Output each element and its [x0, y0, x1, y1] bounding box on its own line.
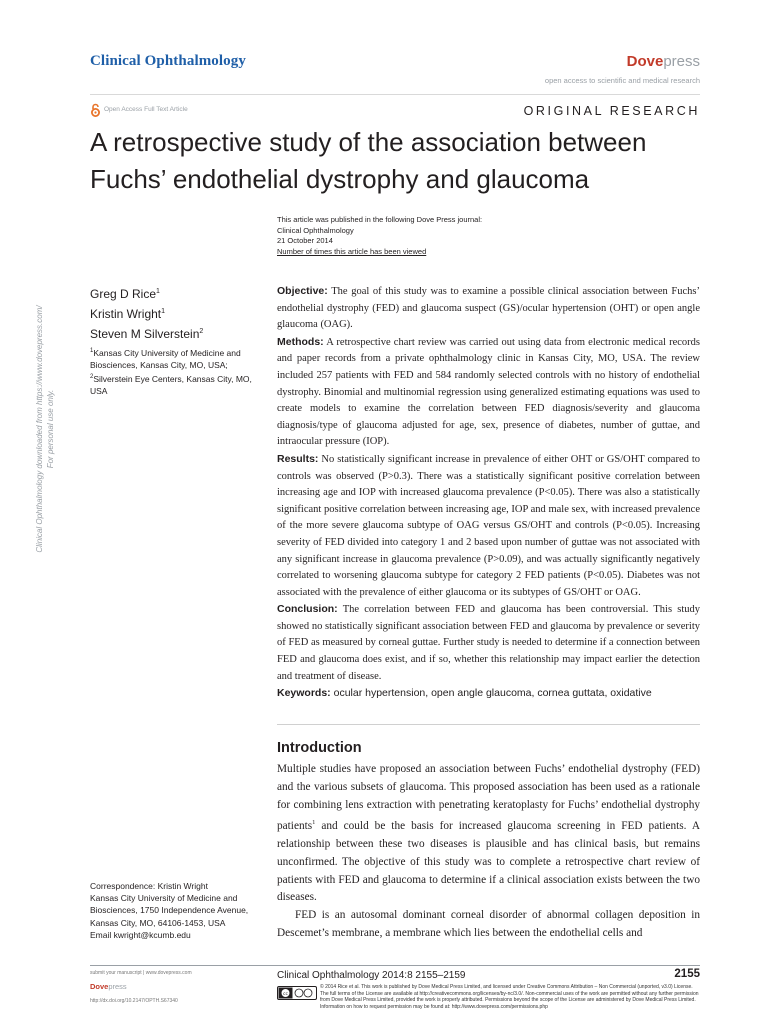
abstract-section-label: Keywords: — [277, 687, 331, 700]
affiliation-marker: 1 — [90, 348, 94, 354]
svg-text:cc: cc — [283, 992, 288, 997]
correspondence-block — [90, 880, 270, 941]
introduction-paragraph: FED is an autosomal dominant corneal disorder of abnormal collagen deposition in Descemet’s membrane, a membrane which lies between the endothelial cells and — [277, 909, 700, 939]
dovepress-tagline: open access to scientific and medical research — [544, 76, 700, 85]
abstract-section-text: A retrospective chart review was carried out using data from electronic medical records and paper records from a private ophthalmology clinic in Kansas City, MO, USA. The review included 257 patients with FED and 584 randomly selected controls with no history of endothelial dystrophy. Binomial and multinomial regression using generalized estimating equations was used to create models to examine the correlation between FED diagnosis/severity and glaucoma diagnosis/type of glaucoma adjusted for age, sex, presence of diabetes, number of guttae, and intraocular pressure (IOP). — [277, 336, 700, 448]
abstract-objective — [277, 283, 700, 334]
correspondence-line: Kansas City University of Medicine and — [90, 893, 238, 904]
abstract-divider — [277, 724, 700, 725]
author-affiliation-marker: 1 — [161, 308, 166, 315]
logo-press-text: press — [663, 53, 700, 70]
abstract-section-text: The correlation between FED and glaucoma has been controversial. This study showed no statistically significant association between FED and glaucoma by prevalence or severity of FED as measured by corneal guttae. Further study is needed to determine if a connection between FED and glaucoma does exist, and if so, whether this relationship may impact earlier the detection and treatment of disease. — [277, 604, 700, 682]
author-list — [90, 283, 203, 343]
author-name — [90, 283, 203, 303]
license-text: © 2014 Rice et al. This work is published by Dove Medical Press Limited, and licensed under Creative Commons Attribution – Non Commercial (unported, v3.0) License. The full terms of the License are available at http://creativecommons.org/licenses/by-nc/3.0/. Non-commercial uses of the work are permitted without any further permission from Dove Medical Press Limited, provided the work is properly attributed. Permissions beyond the scope of the License are administered by Dove Medical Press Limited. Information on how to request permission may be found at: http://www.dovepress.com/permissions.php — [320, 984, 699, 1010]
correspondence-line: Biosciences, 1750 Independence Avenue, — [90, 905, 249, 916]
publication-note-date: 21 October 2014 — [277, 236, 333, 245]
publication-note-journal: Clinical Ophthalmology — [277, 225, 354, 235]
logo-dove-text: Dove — [626, 53, 664, 70]
download-side-note — [34, 249, 56, 609]
logo-press-text: press — [108, 982, 127, 991]
correspondence-email[interactable]: Email kwright@kcumb.edu — [90, 929, 191, 940]
page-number: 2155 — [674, 968, 700, 980]
article-type-label: ORIGINAL RESEARCH — [523, 104, 700, 118]
correspondence-line: Kansas City, MO, 64106-1453, USA — [90, 917, 226, 928]
journal-citation: Clinical Ophthalmology 2014:8 2155–2159 — [277, 970, 466, 981]
author-name — [90, 323, 203, 343]
publication-note — [277, 215, 577, 257]
correspondence-label: Correspondence: Kristin Wright — [90, 881, 208, 891]
creative-commons-icon — [277, 986, 317, 1000]
abstract-conclusion — [277, 601, 700, 685]
doi-link[interactable]: http://dx.doi.org/10.2147/OPTH.S67340 — [90, 998, 178, 1004]
footer-dovepress-logo — [90, 982, 127, 991]
abstract-keywords — [277, 685, 700, 703]
author-name-text: Kristin Wright — [90, 307, 162, 321]
citation-marker[interactable]: 1 — [312, 819, 316, 827]
introduction-paragraph — [277, 761, 700, 907]
abstract-methods — [277, 334, 700, 451]
introduction-heading: Introduction — [277, 740, 362, 756]
affiliation-marker: 2 — [90, 373, 94, 380]
abstract-section-label: Methods: — [277, 335, 324, 348]
open-access-label: Open Access Full Text Article — [104, 106, 188, 113]
submit-manuscript-link[interactable]: submit your manuscript | www.dovepress.com — [90, 970, 192, 976]
abstract-results — [277, 451, 700, 601]
publication-note-line: This article was published in the following Dove Press journal: — [277, 215, 483, 224]
side-note-line1: Clinical Ophthalmology downloaded from https://www.dovepress.com/ — [35, 305, 44, 553]
author-name-text: Steven M Silverstein — [90, 327, 200, 341]
abstract-section-label: Objective: — [277, 285, 328, 297]
abstract-section-text: No statistically significant increase in prevalence of either OHT or GS/OHT compared to controls was observed (P>0.3). There was a statistically significant positive correlation between increasing age and IOP with increased glaucoma prevalence (P<0.05). There was also a statistically significant positive correlation between increasing age, IOP and male sex, with increased prevalence of the more severe glaucoma subtype of OAG versus GS/OHT and controls (P<0.05). Increasing severity of FED divided into category 1 and 2 based upon number of guttae was not associated with any significant increase in glaucoma prevalence (P>0.09), and was actually significantly negatively correlated to worsening glaucoma subtype for category 2 FED patients (P<0.05). Diabetes was not associated with the prevalence of either glaucoma or its subtypes of GS/OHT or OAG. — [277, 453, 700, 598]
side-note-line2: For personal use only. — [46, 389, 55, 469]
abstract-section-label: Results: — [277, 452, 319, 465]
footer-rule — [90, 965, 700, 966]
author-name — [90, 303, 203, 323]
abstract-section-label: Conclusion: — [277, 603, 338, 616]
views-count-link[interactable]: Number of times this article has been viewed — [277, 246, 427, 256]
article-title: A retrospective study of the association between Fuchs’ endothelial dystrophy and glaucoma — [90, 127, 647, 194]
header-rule — [90, 94, 700, 95]
journal-title: Clinical Ophthalmology — [90, 53, 246, 69]
paragraph-text: Multiple studies have proposed an association between Fuchs’ endothelial dystrophy (FED) and the various subsets of glaucoma. This proposed association has been used as a rationale for combining lens extraction with penetrating keratoplasty for Fuchs’ endothelial dystrophy patients — [277, 763, 700, 833]
introduction-body — [277, 761, 700, 943]
abstract-section-text: The goal of this study was to examine a possible clinical association between Fuchs’ endothelial dystrophy (FED) and glaucoma suspect (GS)/ocular hypertension (OHT) or open angle glaucoma (OAG). — [277, 286, 700, 331]
author-name-text: Greg D Rice — [90, 287, 157, 301]
dovepress-logo — [627, 53, 700, 70]
affiliation-text: Silverstein Eye Centers, Kansas City, MO, USA — [90, 373, 252, 396]
abstract-section-text: ocular hypertension, open angle glaucoma, cornea guttata, oxidative — [330, 687, 652, 700]
logo-dove-text: Dove — [90, 982, 109, 991]
open-access-icon — [90, 103, 101, 117]
affiliations — [90, 345, 265, 397]
paragraph-text: and could be the basis for increased glaucoma screening in FED patients. A relationship between these two diseases is plausible and has clinical basis, but remains unconfirmed. The objective of this study was to complete a retrospective chart review of patients with FED and glaucoma to determine if a clinical association exists between the two diseases. — [277, 820, 700, 904]
author-affiliation-marker: 1 — [156, 288, 160, 295]
abstract — [277, 283, 700, 703]
author-affiliation-marker: 2 — [199, 328, 204, 335]
affiliation-text: Kansas City University of Medicine and Biosciences, Kansas City, MO, USA; — [90, 347, 241, 370]
